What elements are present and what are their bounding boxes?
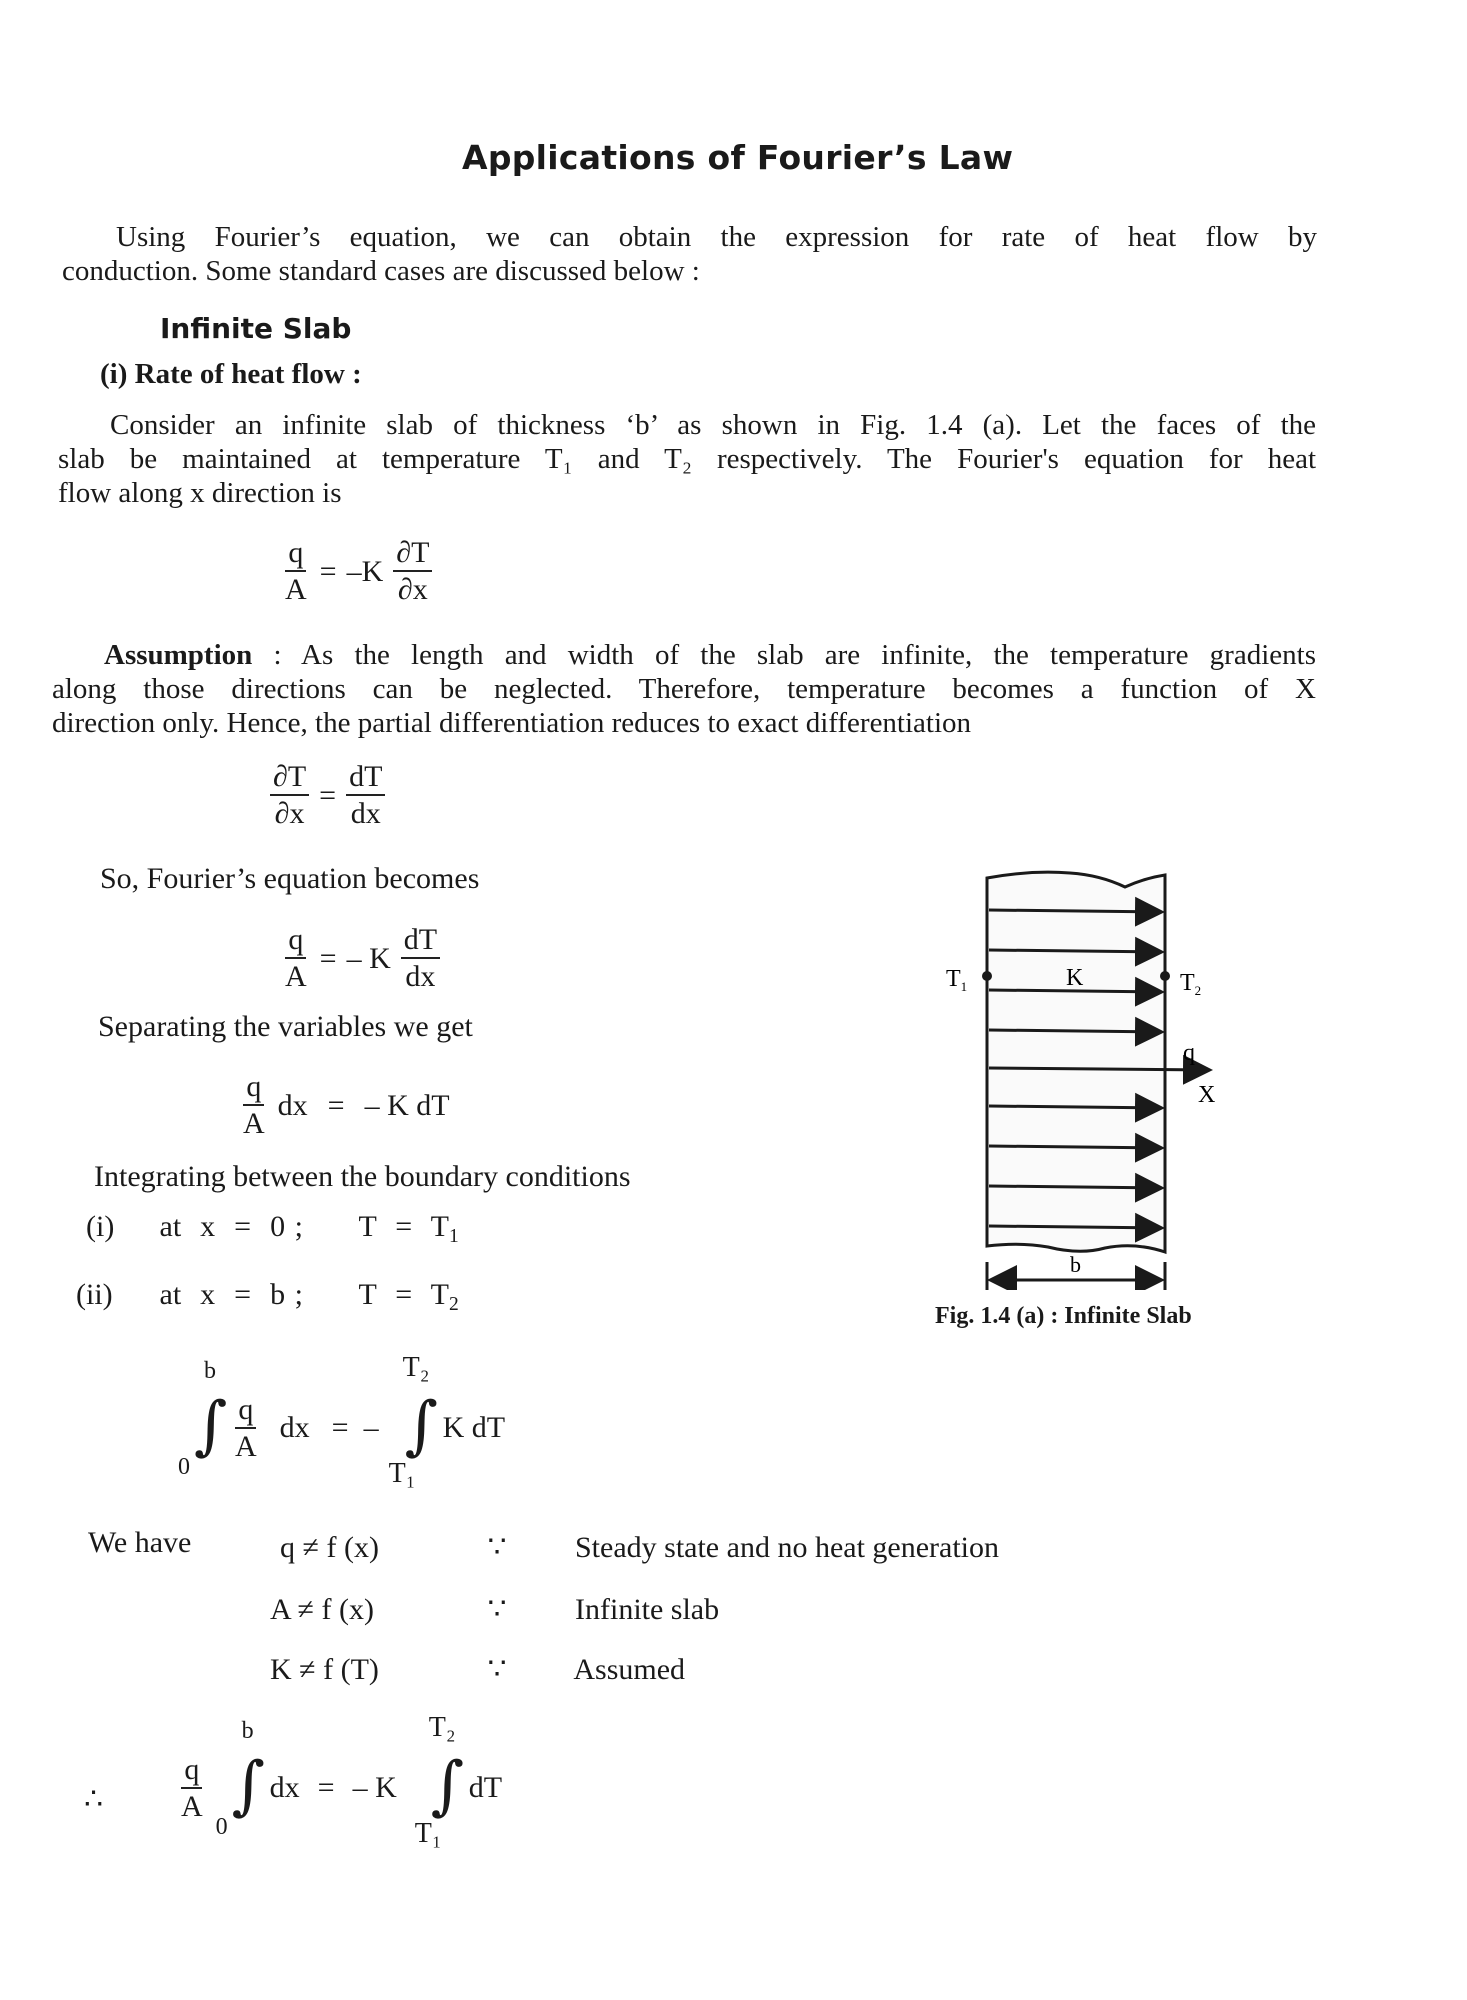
intro-line-2: conduction. Some standard cases are discussed below :	[62, 255, 700, 287]
denominator: dx	[350, 797, 381, 830]
we-have-row-3	[270, 1652, 685, 1687]
x-axis-label: X	[1198, 1082, 1216, 1108]
consider-line-1: Consider an infinite slab of thickness ‘b’ as shown in Fig. 1.4 (a). Let the faces of the	[110, 409, 1316, 441]
assumption-line-3: direction only. Hence, the partial differentiation reduces to exact differentiation	[52, 707, 972, 739]
numerator: ∂T	[393, 538, 432, 572]
assumption-paragraph	[52, 638, 1316, 740]
partial-to-exact-equation	[270, 762, 385, 829]
intro-paragraph	[62, 220, 1317, 288]
x-axis-arrow	[989, 1068, 1210, 1070]
q-over-a-fraction	[232, 1392, 260, 1463]
equals-sign: =	[317, 1771, 335, 1804]
coefficient: – K	[346, 941, 391, 975]
numerator: ∂T	[270, 762, 309, 796]
boundary-condition-2	[76, 1278, 459, 1316]
denominator: A	[243, 1107, 265, 1140]
upper-limit: b	[204, 1358, 216, 1384]
q-over-a-fraction	[178, 1752, 206, 1823]
dx-term: dx	[269, 1771, 300, 1804]
equals-minus: = –	[331, 1411, 379, 1444]
separated-equation	[240, 1072, 450, 1139]
b-label: b	[1070, 1252, 1081, 1277]
integral-sign-t1-to-t2	[414, 1712, 465, 1849]
figure-caption: Fig. 1.4 (a) : Infinite Slab	[935, 1303, 1192, 1329]
integral-sign-0-to-b	[178, 1358, 228, 1480]
equals-sign: =	[319, 778, 337, 812]
assumption-line-1	[52, 638, 1316, 672]
equals-sign: =	[319, 941, 337, 975]
consider-paragraph	[58, 408, 1316, 510]
bc-label: (i)	[86, 1210, 115, 1243]
dx-term: dx	[277, 1088, 308, 1122]
becomes-text: So, Fourier’s equation becomes	[100, 862, 480, 895]
slab-diagram	[930, 850, 1260, 1290]
condition-expr: A ≠ f (x)	[270, 1593, 374, 1626]
numerator: dT	[346, 762, 385, 796]
therefore-symbol: ∴	[84, 1783, 104, 1816]
assumption-label: Assumption	[104, 639, 253, 671]
q-over-a-fraction	[282, 925, 310, 992]
t1-point	[982, 971, 992, 981]
numerator: q	[285, 538, 306, 572]
t1-label: $T_1$	[946, 966, 968, 994]
partial-derivative-fraction	[393, 538, 432, 605]
fourier-equation-partial	[282, 538, 432, 605]
coefficient: – K	[352, 1771, 397, 1804]
integrating-text: Integrating between the boundary conditions	[94, 1160, 631, 1193]
because-symbol: ∵	[487, 1593, 507, 1626]
denominator: A	[285, 573, 307, 606]
denominator: A	[235, 1429, 257, 1463]
intro-line-1: Using Fourier’s equation, we can obtain the expression for rate of heat flow by	[116, 221, 1317, 253]
assumption-text: : As the length and width of the slab are infinite, the temperature gradients	[252, 639, 1316, 671]
upper-limit: b	[241, 1718, 254, 1744]
coefficient: –K	[346, 554, 384, 588]
bc-temperature: T = T	[358, 1278, 449, 1311]
we-have-label: We have	[88, 1526, 192, 1559]
condition-reason: Infinite slab	[575, 1593, 720, 1626]
numerator: q	[235, 1395, 256, 1429]
page-title: Applications of Fourier’s Law	[462, 138, 1014, 177]
bc-condition: at x = b ;	[159, 1278, 303, 1311]
upper-limit: T₂	[428, 1712, 456, 1743]
condition-expr: K ≠ f (T)	[270, 1653, 379, 1686]
fourier-equation-exact	[282, 925, 440, 992]
denominator: A	[285, 960, 307, 993]
because-symbol: ∵	[487, 1531, 507, 1564]
dx-term: dx	[279, 1411, 310, 1444]
definite-integral-equation	[178, 1352, 506, 1489]
t2-label: $T_2$	[1180, 970, 1202, 998]
assumption-line-2: along those directions can be neglected. Therefore, temperature becomes a function of X	[52, 673, 1316, 705]
boundary-condition-1	[86, 1210, 459, 1248]
condition-reason: Assumed	[573, 1653, 686, 1686]
we-have-row-1	[280, 1530, 999, 1565]
integral-symbol: ∫	[430, 1749, 465, 1823]
bc-condition: at x = 0 ;	[159, 1210, 303, 1243]
equals-sign: =	[319, 554, 337, 588]
lower-limit: 0	[178, 1454, 190, 1480]
condition-expr: q ≠ f (x)	[280, 1531, 379, 1564]
slab-outline	[987, 872, 1165, 1252]
denominator: ∂x	[397, 573, 428, 606]
because-symbol: ∵	[487, 1653, 507, 1686]
equals-sign: =	[327, 1088, 345, 1122]
consider-line-3: flow along x direction is	[58, 477, 342, 509]
bc-subscript: 2	[448, 1293, 459, 1315]
lower-limit: 0	[215, 1814, 228, 1840]
integral-sign-t1-to-t2	[388, 1352, 438, 1489]
numerator: q	[285, 925, 306, 959]
integral-symbol: ∫	[231, 1749, 266, 1823]
bc-subscript: 1	[448, 1225, 459, 1247]
k-label: K	[1066, 965, 1084, 991]
subsection-heading: (i) Rate of heat flow :	[100, 358, 362, 390]
infinite-slab-figure	[930, 850, 1260, 1290]
condition-reason: Steady state and no heat generation	[575, 1531, 1000, 1564]
partial-fraction	[270, 762, 309, 829]
denominator: dx	[405, 960, 436, 993]
lower-limit: T₁	[414, 1818, 442, 1849]
integral-symbol: ∫	[404, 1389, 438, 1463]
numerator: dT	[401, 925, 440, 959]
numerator: q	[181, 1755, 202, 1789]
q-label: q	[1183, 1040, 1195, 1066]
derivative-fraction	[401, 925, 440, 992]
denominator: A	[181, 1789, 203, 1823]
simplified-integral-equation	[178, 1712, 503, 1849]
consider-line-2: slab be maintained at temperature T₁ and T₂ respectively. The Fourier's equation for heat	[58, 443, 1316, 475]
dt-term: dT	[468, 1771, 503, 1804]
numerator: q	[243, 1072, 264, 1106]
integral-sign-0-to-b	[215, 1718, 266, 1840]
we-have-row-2	[270, 1592, 719, 1627]
exact-fraction	[346, 762, 385, 829]
t2-point	[1160, 971, 1170, 981]
separating-text: Separating the variables we get	[98, 1010, 473, 1043]
upper-limit: T₂	[402, 1352, 430, 1383]
q-over-a-fraction	[282, 538, 310, 605]
bc-temperature: T = T	[358, 1210, 449, 1243]
k-dt-term: K dT	[442, 1411, 506, 1444]
bc-label: (ii)	[76, 1278, 113, 1311]
lower-limit: T₁	[388, 1458, 416, 1489]
integral-symbol: ∫	[194, 1389, 228, 1463]
denominator: ∂x	[274, 797, 305, 830]
q-over-a-fraction	[240, 1072, 268, 1139]
section-heading: Infinite Slab	[160, 312, 352, 345]
rhs-term: – K dT	[364, 1088, 450, 1122]
